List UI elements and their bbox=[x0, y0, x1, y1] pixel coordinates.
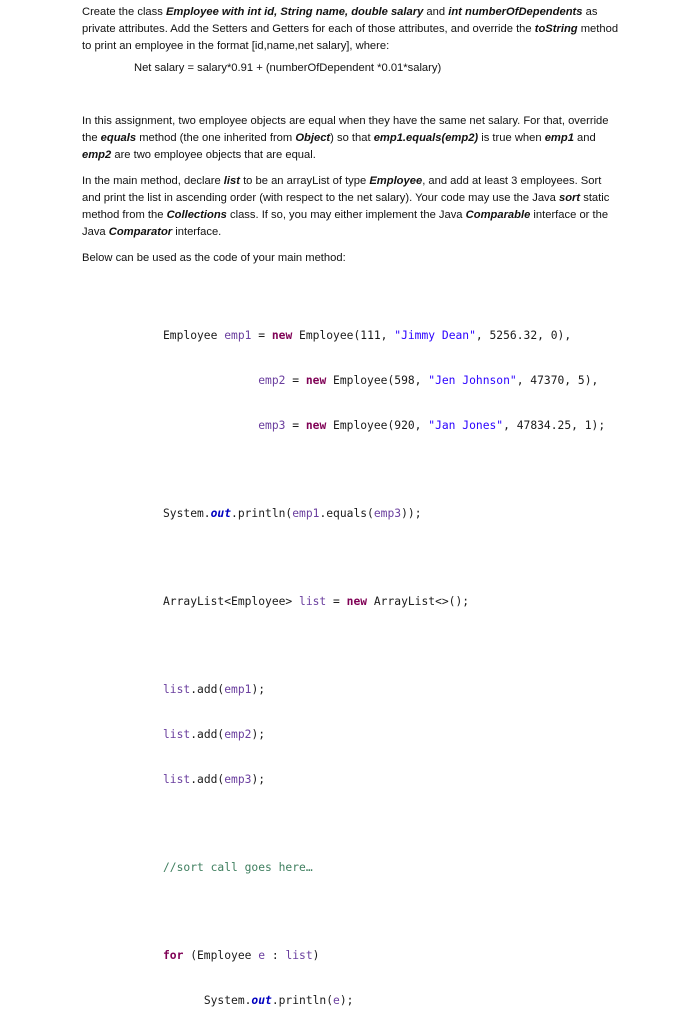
paragraph-equals bbox=[82, 113, 622, 164]
code-indent bbox=[163, 419, 258, 432]
code-line bbox=[163, 860, 605, 875]
code-line bbox=[163, 506, 605, 521]
code-keyword: new bbox=[271, 329, 293, 342]
text: In the main method, declare bbox=[82, 175, 224, 187]
code-token: System. bbox=[203, 994, 252, 1007]
code-line bbox=[163, 682, 605, 697]
net-salary-formula: Net salary = salary*0.91 + (numberOfDependent *0.01*salary) bbox=[134, 62, 442, 74]
code-token: .add( bbox=[190, 728, 225, 741]
code-keyword: for bbox=[163, 949, 184, 962]
code-field: out bbox=[251, 994, 272, 1007]
code-token: , 5256.32, 0), bbox=[475, 329, 572, 342]
bold-text: Comparator bbox=[108, 226, 173, 238]
code-token: = bbox=[326, 595, 347, 608]
code-block bbox=[163, 298, 605, 1023]
bold-text: Comparable bbox=[465, 209, 531, 221]
code-variable: e bbox=[258, 949, 266, 962]
code-token: .println( bbox=[271, 994, 334, 1007]
code-token: , 47370, 5), bbox=[516, 374, 599, 387]
code-field: out bbox=[210, 507, 232, 520]
code-token: = bbox=[251, 329, 272, 342]
bold-text: sort bbox=[558, 192, 581, 204]
code-keyword: new bbox=[305, 419, 327, 432]
code-token: Employee bbox=[163, 329, 225, 342]
code-token: (Employee bbox=[183, 949, 259, 962]
code-variable: list bbox=[163, 683, 191, 696]
text: In this assignment, two employee objects are equal when they have the same net salary. For that, override the bbox=[82, 115, 609, 144]
code-string: "Jimmy Dean" bbox=[394, 329, 476, 342]
code-token: ) bbox=[312, 949, 320, 962]
text: , and add at least 3 employees. Sort and print the list in ascending order (with respect to the net salary). Your code may use the Java bbox=[82, 175, 602, 204]
code-token: ); bbox=[251, 728, 266, 741]
code-line bbox=[163, 418, 605, 433]
code-variable: list bbox=[163, 773, 191, 786]
code-token: ); bbox=[251, 683, 266, 696]
code-line bbox=[163, 948, 605, 963]
bold-text: emp2 bbox=[82, 149, 112, 161]
code-indent bbox=[163, 374, 258, 387]
code-line bbox=[163, 727, 605, 742]
bold-text: Employee with int id, String name, double salary bbox=[165, 6, 424, 18]
code-variable: emp3 bbox=[224, 773, 252, 786]
bold-text: Object bbox=[295, 132, 331, 144]
code-token: System. bbox=[163, 507, 211, 520]
code-line bbox=[163, 772, 605, 787]
text: and bbox=[423, 6, 449, 18]
bold-text: emp1.equals(emp2) bbox=[373, 132, 479, 144]
code-keyword: new bbox=[305, 374, 327, 387]
code-token: Employee(598, bbox=[326, 374, 429, 387]
paragraph-main-method bbox=[82, 173, 622, 241]
code-variable: emp1 bbox=[224, 683, 252, 696]
code-token: ArrayList<Employee> bbox=[163, 595, 300, 608]
code-token: , 47834.25, 1); bbox=[503, 419, 606, 432]
code-token: ); bbox=[251, 773, 266, 786]
code-string: "Jen Johnson" bbox=[428, 374, 517, 387]
code-variable: emp3 bbox=[258, 419, 286, 432]
code-comment: //sort call goes here… bbox=[163, 861, 313, 874]
code-line bbox=[163, 993, 605, 1008]
code-line bbox=[163, 594, 605, 609]
code-token: )); bbox=[401, 507, 422, 520]
text: as private attributes. Add the Setters and Getters for each of those attributes, and override the bbox=[82, 6, 598, 35]
paragraph-code-intro: Below can be used as the code of your main method: bbox=[82, 252, 346, 264]
text: static method from the bbox=[82, 192, 610, 221]
code-string: "Jan Jones" bbox=[428, 419, 504, 432]
code-keyword: new bbox=[346, 595, 368, 608]
code-token: .add( bbox=[190, 683, 225, 696]
text: to be an arrayList of type bbox=[239, 175, 370, 187]
code-token: Employee(920, bbox=[326, 419, 429, 432]
text: is true when bbox=[478, 132, 545, 144]
code-variable: list bbox=[299, 595, 327, 608]
text: interface or the Java bbox=[82, 209, 609, 238]
text: and bbox=[573, 132, 596, 144]
text: method to print an employee in the format [id,name,net salary], where: bbox=[82, 23, 619, 52]
code-indent bbox=[163, 994, 204, 1007]
code-token: .println( bbox=[231, 507, 293, 520]
code-variable: e bbox=[333, 994, 340, 1007]
text: interface. bbox=[172, 226, 222, 238]
code-line bbox=[163, 328, 605, 343]
paragraph-class-spec bbox=[82, 4, 622, 55]
code-variable: emp3 bbox=[373, 507, 402, 520]
text: class. If so, you may either implement the Java bbox=[226, 209, 466, 221]
code-variable: emp1 bbox=[224, 329, 252, 342]
code-variable: emp1 bbox=[292, 507, 320, 520]
text: are two employee objects that are equal. bbox=[111, 149, 316, 161]
code-token: = bbox=[285, 419, 306, 432]
code-variable: emp2 bbox=[258, 374, 286, 387]
text: method (the one inherited from bbox=[136, 132, 296, 144]
code-token: = bbox=[285, 374, 306, 387]
bold-text: emp1 bbox=[544, 132, 574, 144]
bold-text: Employee bbox=[369, 175, 423, 187]
code-variable: list bbox=[285, 949, 313, 962]
bold-text: equals bbox=[100, 132, 137, 144]
text: ) so that bbox=[330, 132, 374, 144]
bold-text: Collections bbox=[166, 209, 227, 221]
bold-text: toString bbox=[534, 23, 578, 35]
code-variable: list bbox=[163, 728, 191, 741]
code-token: : bbox=[265, 949, 286, 962]
code-token: Employee(111, bbox=[292, 329, 395, 342]
code-line bbox=[163, 373, 605, 388]
code-token: ); bbox=[339, 994, 354, 1007]
code-token: .add( bbox=[190, 773, 225, 786]
assignment-document bbox=[82, 4, 622, 267]
text: Create the class bbox=[82, 6, 166, 18]
bold-text: int numberOfDependents bbox=[448, 6, 583, 18]
bold-text: list bbox=[223, 175, 240, 187]
code-token: .equals( bbox=[319, 507, 374, 520]
code-token: ArrayList<>(); bbox=[367, 595, 470, 608]
code-variable: emp2 bbox=[224, 728, 252, 741]
